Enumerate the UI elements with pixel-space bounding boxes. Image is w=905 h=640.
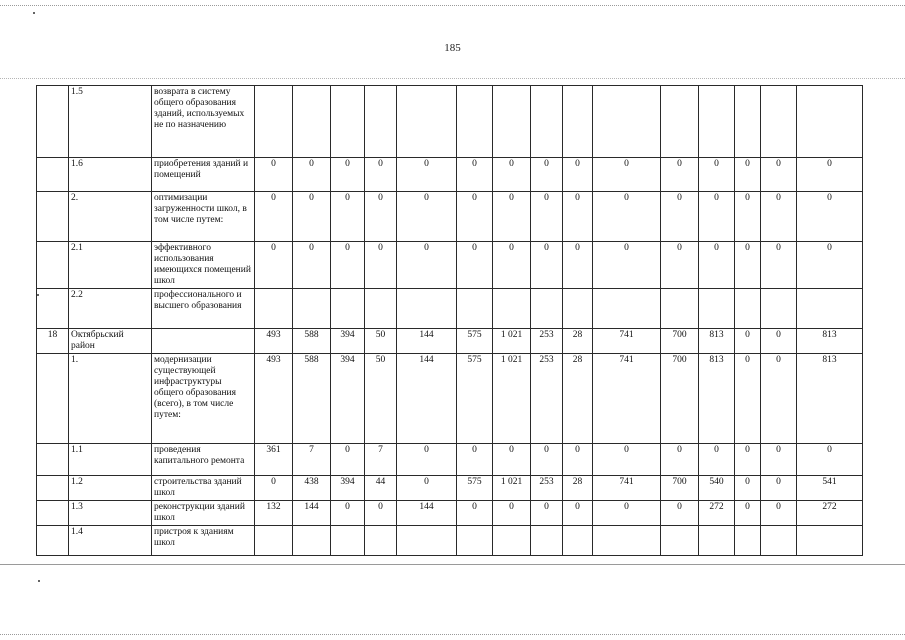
- value-cell: 0: [761, 501, 797, 526]
- value-cell: [457, 526, 493, 556]
- value-cell: 1 021: [493, 476, 531, 501]
- table-row: [37, 329, 863, 354]
- value-cell: 0: [593, 158, 661, 192]
- value-cell: 0: [761, 329, 797, 354]
- table-row: [37, 192, 863, 242]
- table-row: [37, 501, 863, 526]
- row-number-cell: 18: [37, 329, 69, 354]
- row-number-cell: [37, 501, 69, 526]
- value-cell: 0: [761, 242, 797, 289]
- value-cell: [699, 526, 735, 556]
- value-cell: [493, 86, 531, 158]
- scan-artifact-line: [0, 78, 905, 79]
- row-number-cell: [37, 476, 69, 501]
- table-row: [37, 526, 863, 556]
- value-cell: [365, 86, 397, 158]
- value-cell: 0: [761, 444, 797, 476]
- item-code-cell: 2.: [69, 192, 152, 242]
- row-number-cell: [37, 86, 69, 158]
- value-cell: 0: [661, 501, 699, 526]
- value-cell: 0: [563, 192, 593, 242]
- value-cell: 588: [293, 329, 331, 354]
- value-cell: 0: [563, 444, 593, 476]
- value-cell: 0: [797, 242, 863, 289]
- value-cell: 0: [531, 501, 563, 526]
- value-cell: [255, 289, 293, 329]
- value-cell: [661, 86, 699, 158]
- row-number-cell: [37, 289, 69, 329]
- value-cell: 0: [735, 329, 761, 354]
- value-cell: 0: [397, 192, 457, 242]
- value-cell: [493, 289, 531, 329]
- scan-speck: [33, 12, 35, 14]
- value-cell: 0: [699, 192, 735, 242]
- data-table: [36, 85, 863, 556]
- value-cell: 438: [293, 476, 331, 501]
- value-cell: 0: [797, 158, 863, 192]
- value-cell: 361: [255, 444, 293, 476]
- item-code-cell: 1.5: [69, 86, 152, 158]
- value-cell: 272: [699, 501, 735, 526]
- value-cell: [365, 526, 397, 556]
- value-cell: 0: [331, 158, 365, 192]
- value-cell: [293, 86, 331, 158]
- value-cell: [397, 526, 457, 556]
- description-cell: приобретения зданий и помещений: [152, 158, 255, 192]
- value-cell: 0: [661, 158, 699, 192]
- value-cell: 394: [331, 476, 365, 501]
- value-cell: 741: [593, 354, 661, 444]
- value-cell: 0: [797, 444, 863, 476]
- description-cell: строительства зданий школ: [152, 476, 255, 501]
- item-code-cell: Октябрьский район: [69, 329, 152, 354]
- value-cell: 0: [493, 242, 531, 289]
- value-cell: 0: [735, 242, 761, 289]
- description-cell: [152, 329, 255, 354]
- value-cell: [293, 289, 331, 329]
- value-cell: [735, 86, 761, 158]
- value-cell: 0: [699, 158, 735, 192]
- value-cell: 28: [563, 354, 593, 444]
- value-cell: 394: [331, 329, 365, 354]
- value-cell: [331, 289, 365, 329]
- description-cell: эффективного использования имеющихся помещений школ: [152, 242, 255, 289]
- value-cell: 575: [457, 329, 493, 354]
- table-row: [37, 289, 863, 329]
- value-cell: [761, 526, 797, 556]
- value-cell: 0: [735, 192, 761, 242]
- value-cell: [761, 289, 797, 329]
- scan-speck: [38, 580, 40, 582]
- item-code-cell: 1.3: [69, 501, 152, 526]
- row-number-cell: [37, 242, 69, 289]
- value-cell: 0: [735, 501, 761, 526]
- value-cell: 813: [797, 354, 863, 444]
- value-cell: 0: [735, 354, 761, 444]
- value-cell: 0: [531, 242, 563, 289]
- value-cell: 0: [593, 242, 661, 289]
- value-cell: 0: [397, 476, 457, 501]
- value-cell: 0: [255, 476, 293, 501]
- value-cell: [797, 289, 863, 329]
- description-cell: возврата в систему общего образования зданий, используемых не по назначению: [152, 86, 255, 158]
- item-code-cell: 1.2: [69, 476, 152, 501]
- value-cell: 0: [563, 158, 593, 192]
- value-cell: 0: [699, 242, 735, 289]
- value-cell: [365, 289, 397, 329]
- description-cell: профессионального и высшего образования: [152, 289, 255, 329]
- value-cell: 28: [563, 329, 593, 354]
- value-cell: 0: [397, 444, 457, 476]
- value-cell: 0: [331, 501, 365, 526]
- item-code-cell: 2.1: [69, 242, 152, 289]
- value-cell: 44: [365, 476, 397, 501]
- value-cell: 0: [457, 444, 493, 476]
- value-cell: [531, 86, 563, 158]
- row-number-cell: [37, 526, 69, 556]
- value-cell: 0: [255, 192, 293, 242]
- value-cell: 0: [365, 501, 397, 526]
- value-cell: 144: [397, 329, 457, 354]
- value-cell: 0: [593, 192, 661, 242]
- value-cell: 272: [797, 501, 863, 526]
- value-cell: [699, 289, 735, 329]
- value-cell: 700: [661, 354, 699, 444]
- value-cell: 0: [397, 242, 457, 289]
- value-cell: 700: [661, 476, 699, 501]
- value-cell: 0: [531, 444, 563, 476]
- value-cell: 0: [331, 242, 365, 289]
- value-cell: 0: [293, 242, 331, 289]
- value-cell: 0: [761, 192, 797, 242]
- value-cell: 0: [493, 192, 531, 242]
- value-cell: [735, 526, 761, 556]
- value-cell: 0: [735, 158, 761, 192]
- value-cell: 0: [593, 501, 661, 526]
- value-cell: 0: [293, 192, 331, 242]
- value-cell: 50: [365, 354, 397, 444]
- value-cell: 0: [661, 242, 699, 289]
- value-cell: 0: [493, 501, 531, 526]
- value-cell: [331, 526, 365, 556]
- value-cell: 700: [661, 329, 699, 354]
- scan-artifact-line: [0, 564, 905, 565]
- value-cell: 253: [531, 476, 563, 501]
- value-cell: 132: [255, 501, 293, 526]
- row-number-cell: [37, 354, 69, 444]
- table-row: [37, 242, 863, 289]
- table-row: [37, 444, 863, 476]
- item-code-cell: 1.1: [69, 444, 152, 476]
- value-cell: 0: [761, 158, 797, 192]
- value-cell: 0: [457, 158, 493, 192]
- value-cell: [331, 86, 365, 158]
- value-cell: 0: [493, 444, 531, 476]
- value-cell: 575: [457, 354, 493, 444]
- value-cell: 50: [365, 329, 397, 354]
- value-cell: 0: [761, 476, 797, 501]
- value-cell: [563, 526, 593, 556]
- value-cell: [397, 289, 457, 329]
- value-cell: [493, 526, 531, 556]
- value-cell: [735, 289, 761, 329]
- value-cell: 0: [797, 192, 863, 242]
- value-cell: [699, 86, 735, 158]
- value-cell: 0: [563, 501, 593, 526]
- value-cell: 0: [493, 158, 531, 192]
- value-cell: [593, 289, 661, 329]
- scan-artifact-line: [0, 634, 905, 635]
- value-cell: 0: [397, 158, 457, 192]
- value-cell: 144: [293, 501, 331, 526]
- value-cell: [293, 526, 331, 556]
- value-cell: 0: [457, 501, 493, 526]
- value-cell: 0: [365, 192, 397, 242]
- row-number-cell: [37, 444, 69, 476]
- value-cell: 7: [365, 444, 397, 476]
- value-cell: 588: [293, 354, 331, 444]
- value-cell: 541: [797, 476, 863, 501]
- value-cell: 0: [761, 354, 797, 444]
- value-cell: [661, 526, 699, 556]
- item-code-cell: 2.2: [69, 289, 152, 329]
- value-cell: 0: [255, 158, 293, 192]
- value-cell: 0: [563, 242, 593, 289]
- value-cell: 0: [735, 444, 761, 476]
- value-cell: [563, 86, 593, 158]
- value-cell: 540: [699, 476, 735, 501]
- value-cell: [761, 86, 797, 158]
- value-cell: 0: [365, 242, 397, 289]
- value-cell: 0: [457, 242, 493, 289]
- page-number: 185: [444, 42, 461, 54]
- value-cell: 394: [331, 354, 365, 444]
- value-cell: [397, 86, 457, 158]
- value-cell: 0: [457, 192, 493, 242]
- value-cell: [531, 526, 563, 556]
- value-cell: 1 021: [493, 354, 531, 444]
- value-cell: 741: [593, 329, 661, 354]
- value-cell: [457, 289, 493, 329]
- value-cell: 0: [699, 444, 735, 476]
- description-cell: модернизации существующей инфраструктуры общего образования (всего), в том числе путем:: [152, 354, 255, 444]
- value-cell: 0: [331, 192, 365, 242]
- table-row: [37, 476, 863, 501]
- value-cell: 0: [531, 192, 563, 242]
- value-cell: 0: [661, 444, 699, 476]
- value-cell: 0: [331, 444, 365, 476]
- item-code-cell: 1.: [69, 354, 152, 444]
- value-cell: 28: [563, 476, 593, 501]
- value-cell: 0: [593, 444, 661, 476]
- table-row: [37, 354, 863, 444]
- value-cell: 253: [531, 329, 563, 354]
- value-cell: 813: [699, 354, 735, 444]
- description-cell: оптимизации загруженности школ, в том числе путем:: [152, 192, 255, 242]
- value-cell: 0: [365, 158, 397, 192]
- value-cell: [255, 86, 293, 158]
- value-cell: 0: [293, 158, 331, 192]
- value-cell: [797, 86, 863, 158]
- value-cell: [255, 526, 293, 556]
- value-cell: 0: [735, 476, 761, 501]
- description-cell: реконструкции зданий школ: [152, 501, 255, 526]
- table-row: [37, 158, 863, 192]
- value-cell: [531, 289, 563, 329]
- value-cell: [593, 86, 661, 158]
- value-cell: 813: [699, 329, 735, 354]
- value-cell: [563, 289, 593, 329]
- value-cell: 493: [255, 354, 293, 444]
- value-cell: 7: [293, 444, 331, 476]
- value-cell: 144: [397, 501, 457, 526]
- value-cell: 0: [531, 158, 563, 192]
- value-cell: [797, 526, 863, 556]
- description-cell: проведения капитального ремонта: [152, 444, 255, 476]
- value-cell: 741: [593, 476, 661, 501]
- value-cell: 575: [457, 476, 493, 501]
- value-cell: 493: [255, 329, 293, 354]
- item-code-cell: 1.6: [69, 158, 152, 192]
- row-number-cell: [37, 158, 69, 192]
- item-code-cell: 1.4: [69, 526, 152, 556]
- value-cell: 1 021: [493, 329, 531, 354]
- value-cell: 813: [797, 329, 863, 354]
- value-cell: [457, 86, 493, 158]
- value-cell: [593, 526, 661, 556]
- scan-artifact-line: [0, 5, 905, 6]
- description-cell: пристроя к зданиям школ: [152, 526, 255, 556]
- row-number-cell: [37, 192, 69, 242]
- value-cell: 0: [255, 242, 293, 289]
- value-cell: [661, 289, 699, 329]
- table-row: [37, 86, 863, 158]
- value-cell: 144: [397, 354, 457, 444]
- value-cell: 0: [661, 192, 699, 242]
- value-cell: 253: [531, 354, 563, 444]
